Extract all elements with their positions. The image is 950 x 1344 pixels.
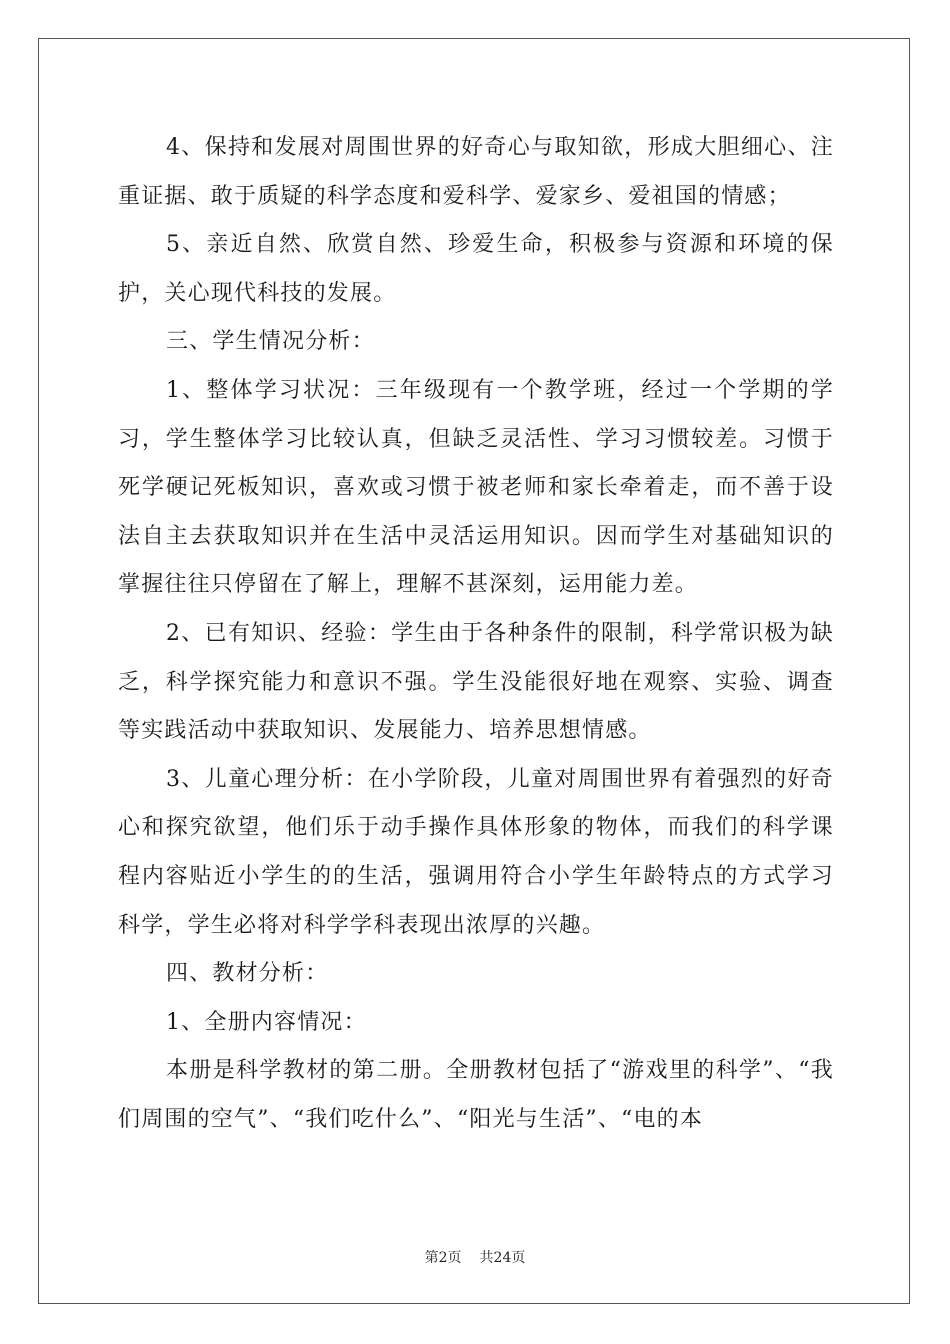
paragraph-goal-5: 5、亲近自然、欣赏自然、珍爱生命，积极参与资源和环境的保护，关心现代科技的发展。	[118, 232, 834, 306]
section-heading-textbook-analysis: 四、教材分析：	[166, 961, 329, 987]
subheading-volume-content: 1、全册内容情况：	[166, 1009, 367, 1035]
page-number: 第2页	[424, 1250, 462, 1266]
paragraph-child-psychology: 3、儿童心理分析：在小学阶段，儿童对周围世界有着强烈的好奇心和探究欲望，他们乐于动手操作具体形象的物体，而我们的科学课程内容贴近小学生的的生活，强调用符合小学生年龄特点的方式学习科学，学生必将对科学学科表现出浓厚的兴趣。	[118, 766, 834, 938]
paragraph-volume-description: 本册是科学教材的第二册。全册教材包括了“游戏里的科学”、“我们周围的空气”、“我们吃什么”、“阳光与生活”、“电的本	[118, 1058, 834, 1132]
section-heading-student-analysis: 三、学生情况分析：	[166, 329, 375, 355]
page-footer	[0, 1247, 950, 1267]
paragraph-prior-knowledge: 2、已有知识、经验：学生由于各种条件的限制，科学常识极为缺乏，科学探究能力和意识不强。学生没能很好地在观察、实验、调查等实践活动中获取知识、发展能力、培养思想情感。	[118, 620, 834, 744]
paragraph-goal-4: 4、保持和发展对周围世界的好奇心与取知欲，形成大胆细心、注重证据、敢于质疑的科学态度和爱科学、爱家乡、爱祖国的情感；	[118, 135, 834, 209]
page-total: 共24页	[479, 1250, 526, 1266]
paragraph-overall-learning: 1、整体学习状况：三年级现有一个教学班，经过一个学期的学习，学生整体学习比较认真，但缺乏灵活性、学习习惯较差。习惯于死学硬记死板知识，喜欢或习惯于被老师和家长牵着走，而不善于设法自主去获取知识并在生活中灵活运用知识。因而学生对基础知识的掌握往往只停留在了解上，理解不甚深刻，运用能力差。	[118, 377, 834, 598]
document-body	[118, 124, 834, 1144]
